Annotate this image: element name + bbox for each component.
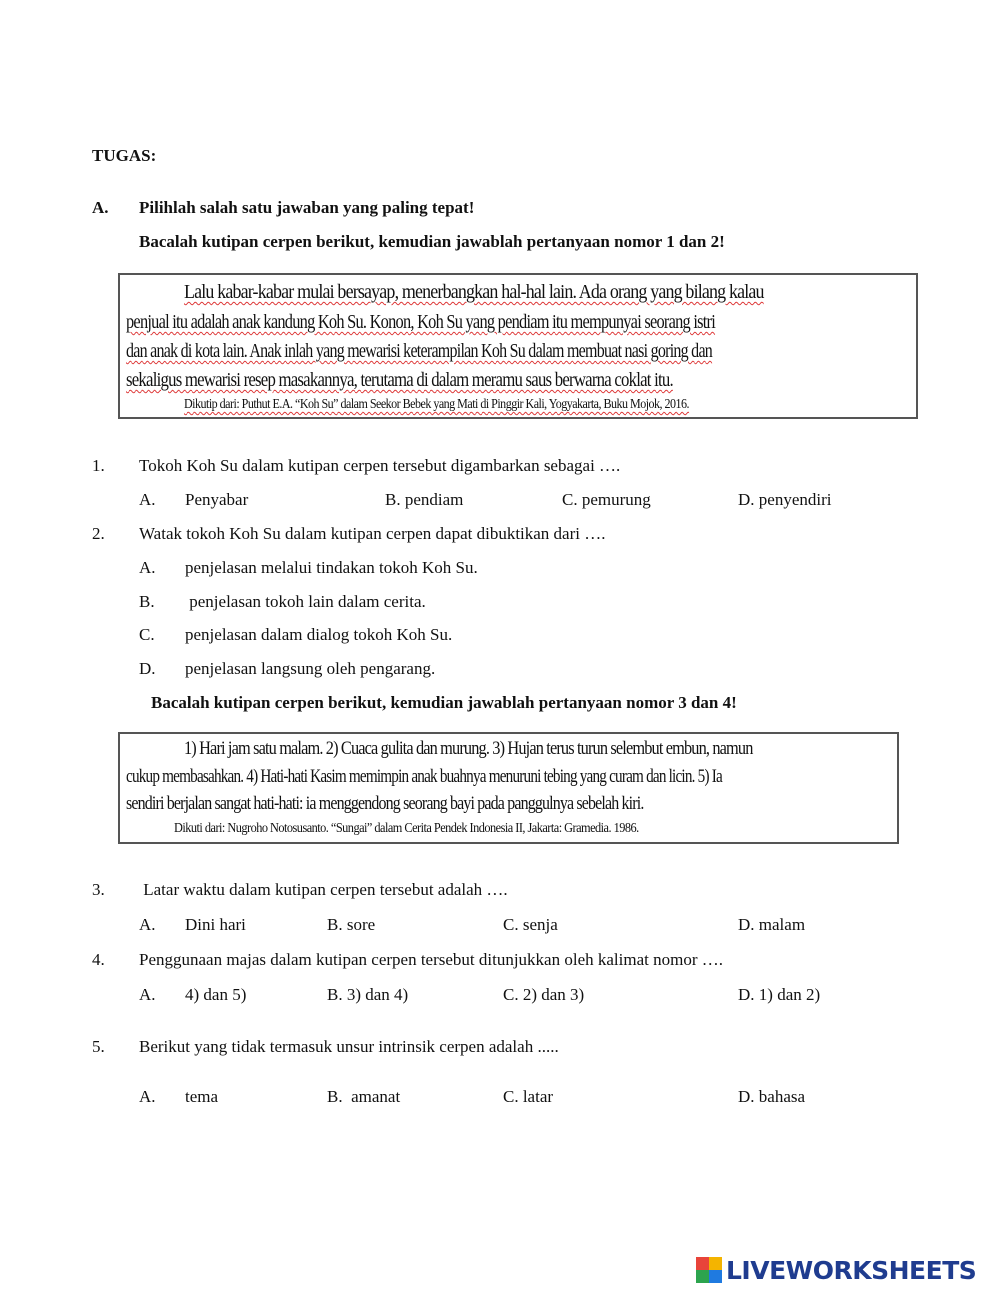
passage-line: sendiri berjalan sangat hati-hati: ia menggendong seorang bayi pada panggulnya sebelah kiri. — [126, 793, 644, 814]
option-d[interactable]: penjelasan langsung oleh pengarang. — [185, 659, 436, 678]
page-title: TUGAS: — [92, 146, 157, 165]
logo-square-icon — [709, 1257, 722, 1270]
passage-line: penjual itu adalah anak kandung Koh Su. Konon, Koh Su yang pendiam itu mempunyai seorang istri — [126, 312, 716, 333]
option-b[interactable]: B. amanat — [327, 1087, 401, 1106]
option-letter-a[interactable]: A. — [139, 915, 156, 934]
logo-square-icon — [696, 1257, 709, 1270]
option-d[interactable]: D. penyendiri — [738, 490, 832, 509]
logo-square-icon — [696, 1270, 709, 1283]
option-b[interactable]: B. 3) dan 4) — [327, 985, 409, 1004]
option-letter-a[interactable]: A. — [139, 558, 156, 577]
option-letter-d[interactable]: D. — [139, 659, 156, 678]
question-text: Berikut yang tidak termasuk unsur intrinsik cerpen adalah ..... — [139, 1037, 559, 1056]
section-letter: A. — [92, 198, 109, 217]
option-b[interactable]: penjelasan tokoh lain dalam cerita. — [185, 592, 426, 611]
section-instruction: Pilihlah salah satu jawaban yang paling tepat! — [139, 198, 475, 217]
question-number: 1. — [92, 456, 105, 475]
passage-line: Lalu kabar-kabar mulai bersayap, menerbangkan hal-hal lain. Ada orang yang bilang kalau — [184, 282, 764, 303]
option-a[interactable]: penjelasan melalui tindakan tokoh Koh Su. — [185, 558, 478, 577]
liveworksheets-logo-icon — [696, 1257, 722, 1283]
logo-square-icon — [709, 1270, 722, 1283]
question-text: Tokoh Koh Su dalam kutipan cerpen tersebut digambarkan sebagai …. — [139, 456, 621, 475]
question-number: 4. — [92, 950, 105, 969]
option-letter-c[interactable]: C. — [139, 625, 155, 644]
passage-box-2 — [118, 732, 899, 844]
passage-source: Dikuti dari: Nugroho Notosusanto. “Sungai” dalam Cerita Pendek Indonesia II, Jakarta: Gramedia. 1986. — [174, 821, 639, 836]
option-c[interactable]: C. 2) dan 3) — [503, 985, 585, 1004]
question-text: Watak tokoh Koh Su dalam kutipan cerpen dapat dibuktikan dari …. — [139, 524, 606, 543]
question-number: 5. — [92, 1037, 105, 1056]
question-number: 3. — [92, 880, 105, 899]
passage-box-1 — [118, 273, 918, 419]
reading-instruction-3-4: Bacalah kutipan cerpen berikut, kemudian jawablah pertanyaan nomor 3 dan 4! — [151, 693, 737, 712]
option-a[interactable]: Penyabar — [185, 490, 249, 509]
brand-name: LIVEWORKSHEETS — [726, 1255, 977, 1285]
liveworksheets-brand — [696, 1254, 976, 1286]
passage-line: cukup membasahkan. 4) Hati-hati Kasim memimpin anak buahnya menuruni tebing yang curam dan licin. 5) Ia — [126, 766, 722, 787]
option-c[interactable]: C. latar — [503, 1087, 554, 1106]
option-c[interactable]: penjelasan dalam dialog tokoh Koh Su. — [185, 625, 453, 644]
question-text: Penggunaan majas dalam kutipan cerpen tersebut ditunjukkan oleh kalimat nomor …. — [139, 950, 723, 969]
passage-line: 1) Hari jam satu malam. 2) Cuaca gulita dan murung. 3) Hujan terus turun selembut embun, namun — [184, 738, 753, 759]
option-c[interactable]: C. senja — [503, 915, 558, 934]
option-d[interactable]: D. malam — [738, 915, 806, 934]
reading-instruction-1-2: Bacalah kutipan cerpen berikut, kemudian jawablah pertanyaan nomor 1 dan 2! — [139, 232, 725, 251]
question-text: Latar waktu dalam kutipan cerpen tersebut adalah …. — [139, 880, 508, 899]
option-a[interactable]: Dini hari — [185, 915, 246, 934]
option-a[interactable]: tema — [185, 1087, 219, 1106]
option-d[interactable]: D. bahasa — [738, 1087, 806, 1106]
passage-line: dan anak di kota lain. Anak inlah yang mewarisi keterampilan Koh Su dalam membuat nasi goring dan — [126, 341, 713, 362]
option-letter-b[interactable]: B. — [139, 592, 155, 611]
option-letter-a[interactable]: A. — [139, 1087, 156, 1106]
passage-line: sekaligus mewarisi resep masakannya, terutama di dalam meramu saus berwarna coklat itu. — [126, 370, 673, 391]
option-c[interactable]: C. pemurung — [562, 490, 651, 509]
option-b[interactable]: B. pendiam — [385, 490, 464, 509]
option-d[interactable]: D. 1) dan 2) — [738, 985, 821, 1004]
passage-source: Dikutip dari: Puthut E.A. “Koh Su” dalam Seekor Bebek yang Mati di Pinggir Kali, Yogyakarta, Buku Mojok, 2016. — [184, 397, 690, 412]
option-letter-a[interactable]: A. — [139, 490, 156, 509]
question-number: 2. — [92, 524, 105, 543]
option-letter-a[interactable]: A. — [139, 985, 156, 1004]
option-a[interactable]: 4) dan 5) — [185, 985, 247, 1004]
option-b[interactable]: B. sore — [327, 915, 376, 934]
